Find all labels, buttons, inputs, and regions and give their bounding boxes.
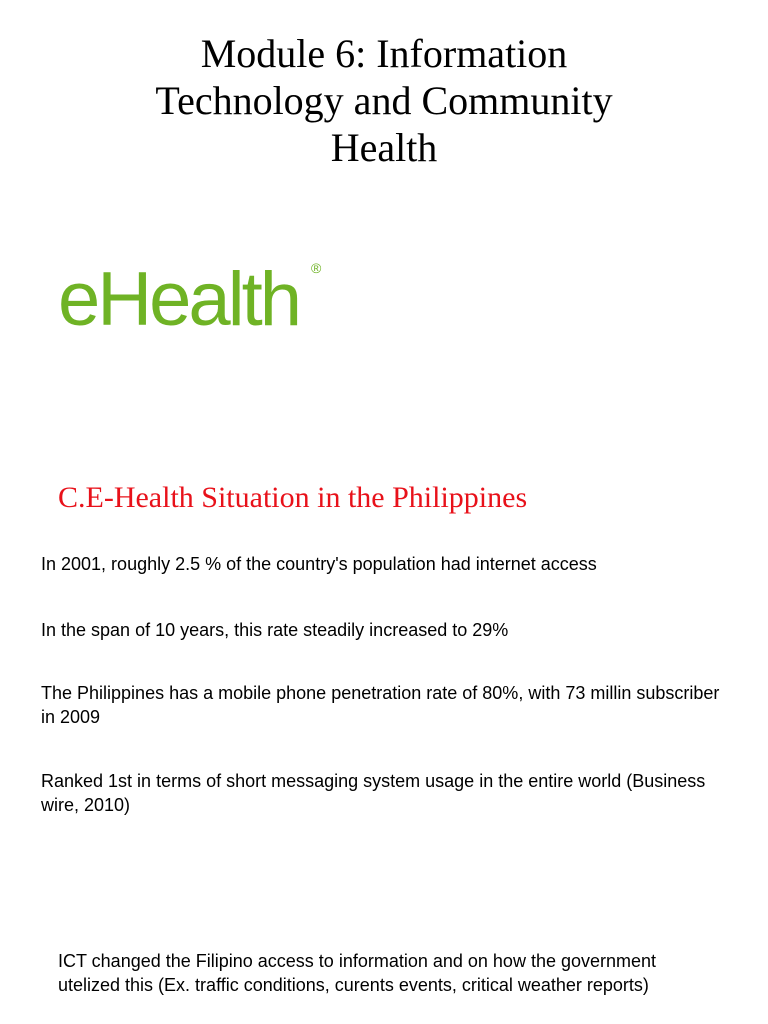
paragraph-internet-access-2001: In 2001, roughly 2.5 % of the country's population had internet access (41, 554, 597, 574)
title-line-2: Technology and Community (155, 78, 613, 123)
ehealth-logo-text: eHealth (58, 257, 299, 342)
paragraph-rate-increase: In the span of 10 years, this rate steadily increased to 29% (41, 620, 509, 640)
ehealth-logo (58, 250, 348, 350)
page-title (40, 30, 728, 171)
paragraph-mobile-penetration: The Philippines has a mobile phone penetration rate of 80%, with 73 millin subscriber in 2009 (41, 683, 720, 727)
title-line-3: Health (330, 125, 438, 170)
ict-note: ICT changed the Filipino access to information and on how the government utelized this (Ex. traffic conditions, curents events, critical weather reports) (58, 951, 657, 995)
section-heading: C.E-Health Situation in the Philippines (58, 481, 528, 514)
paragraph-sms-ranking: Ranked 1st in terms of short messaging system usage in the entire world (Business wire, 2010) (41, 771, 706, 815)
title-line-1: Module 6: Information (200, 31, 568, 76)
registered-mark-icon: ® (311, 260, 322, 276)
